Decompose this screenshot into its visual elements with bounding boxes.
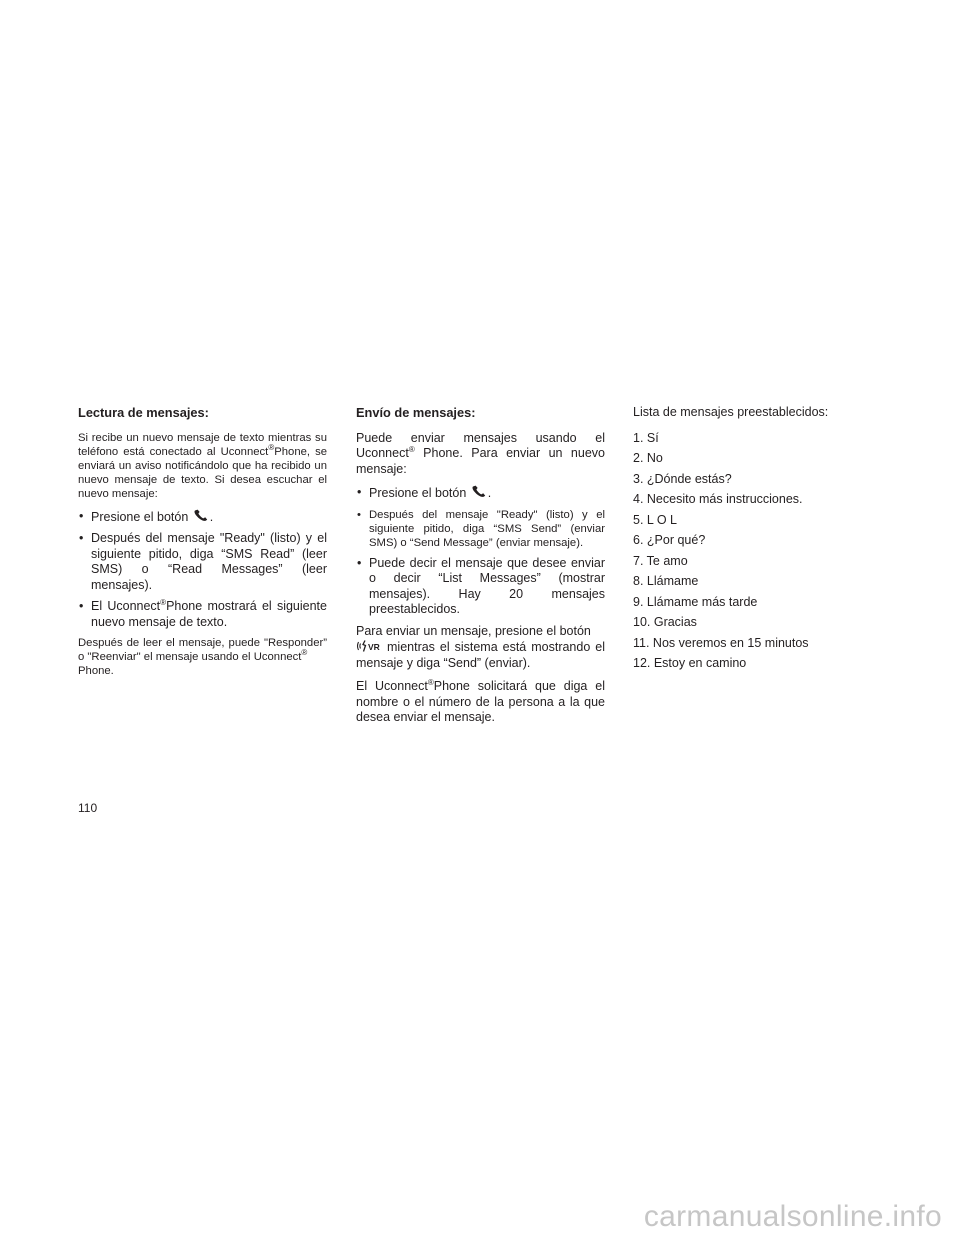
list-item: 4. Necesito más instrucciones. (633, 492, 803, 506)
section-heading-sending: Envío de mensajes: (356, 405, 476, 420)
sending-intro: Puede enviar mensajes usando el Uconnect® Phone. Para enviar un nuevo mensaje: (356, 430, 605, 476)
list-item: 12. Estoy en camino (633, 656, 747, 670)
list-item: 5. L O L (633, 512, 678, 527)
sending-instruction: Para enviar un mensaje, presione el botón VR mientras el sistema está mostrando el mensaje y diga “Send” (enviar). (356, 623, 605, 670)
watermark: carmanualsonline.info (643, 1200, 942, 1233)
list-item: • El Uconnect®Phone mostrará el siguiente nuevo mensaje de texto. (79, 597, 327, 629)
list-item: 6. ¿Por qué? (633, 533, 706, 547)
reading-after: Después de leer el mensaje, puede "Responder” o "Reenviar" el mensaje usando el Uconnect® Phone. (78, 637, 327, 677)
preset-list-heading: Lista de mensajes preestablecidos: (633, 405, 829, 419)
column-preset-messages (633, 405, 882, 677)
list-item: • Presione el botón . (357, 485, 492, 500)
phone-icon (193, 509, 209, 522)
list-item: 2. No (633, 451, 663, 465)
page-number: 110 (78, 801, 98, 815)
list-item: 8. Llámame (633, 574, 699, 588)
svg-text:VR: VR (368, 642, 380, 652)
column-reading-messages (78, 405, 327, 686)
list-item: • Después del mensaje "Ready" (listo) y el siguiente pitido, diga “SMS Read” (leer SMS) o “Read Messages” (leer mensajes). (79, 531, 327, 592)
phone-icon (471, 485, 487, 498)
list-item: 9. Llámame más tarde (633, 594, 758, 609)
section-heading-reading: Lectura de mensajes: (78, 405, 209, 420)
sending-name-prompt: El Uconnect®Phone solicitará que diga el nombre o el número de la persona a la que desea enviar el mensaje. (356, 677, 605, 724)
list-item: 10. Gracias (633, 615, 697, 629)
list-item: 3. ¿Dónde estás? (633, 471, 732, 486)
preset-message-list (633, 431, 882, 672)
list-item: • Puede decir el mensaje que desee enviar o decir “List Messages” (mostrar mensajes). Hay 20 mensajes preestablecidos. (357, 555, 605, 616)
list-item: 1. Sí (633, 430, 659, 445)
list-item: 7. Te amo (633, 553, 688, 568)
list-item: • Después del mensaje "Ready" (listo) y el siguiente pitido, diga “SMS Send” (enviar SMS) o “Send Message” (enviar mensaje). (357, 508, 605, 549)
sending-steps (356, 485, 605, 618)
reading-intro: Si recibe un nuevo mensaje de texto mientras su teléfono está conectado al Uconnect®Phone, se enviará un aviso notificándolo que ha recibido un nuevo mensaje de texto. Si desea escuchar el nuevo mensaje: (78, 431, 327, 500)
reading-steps (78, 509, 327, 631)
column-sending-messages (356, 405, 605, 734)
voice-recognition-icon (356, 639, 386, 653)
list-item: 11. Nos veremos en 15 minutos (633, 635, 809, 650)
list-item: • Presione el botón . (79, 508, 214, 524)
